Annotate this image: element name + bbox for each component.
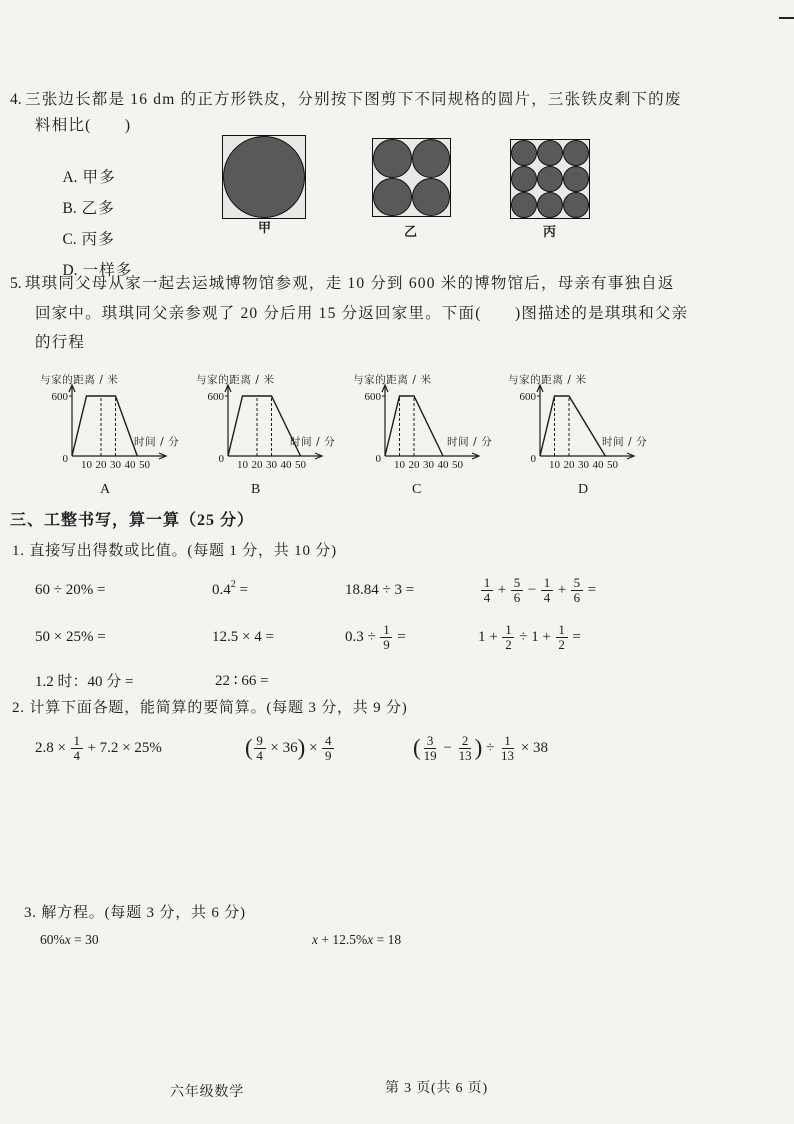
q2-title: 2. 计算下面各题，能简算的要简算。(每题 3 分，共 9 分) — [12, 700, 408, 716]
expr-text: = — [235, 581, 248, 598]
fraction-numerator: 9 — [254, 734, 266, 749]
x-tick-label: 20 — [563, 459, 575, 471]
fraction-denominator: 13 — [501, 747, 515, 763]
expr-text: 12.5 × 4 = — [212, 628, 274, 645]
figure-label-jia: 甲 — [258, 220, 272, 235]
fraction — [499, 734, 516, 763]
expr-text: − — [523, 581, 540, 598]
expr-text: = 30 — [70, 932, 99, 947]
graph-letter-d: D — [578, 482, 589, 497]
fraction-numerator: 1 — [481, 576, 493, 591]
question-stem-line-1: 三张边长都是 16 dm 的正方形铁皮，分别按下图剪下不同规格的圆片，三张铁皮剩下的废 — [25, 91, 682, 108]
expr-text: 0.4 — [212, 581, 231, 598]
y-axis-label: 与家的距离 / 米 — [353, 374, 432, 386]
x-tick-label: 10 — [549, 459, 560, 471]
fraction-numerator: 1 — [556, 623, 568, 638]
graph-b-plot — [194, 372, 349, 472]
square-sheet-bing — [510, 139, 590, 219]
graph-d — [506, 372, 661, 472]
expr-text: 0.3 ÷ — [345, 628, 380, 645]
x-axis-label: 时间 / 分 — [134, 436, 180, 448]
fraction-numerator: 2 — [459, 734, 471, 749]
fraction-numerator: 3 — [424, 734, 436, 749]
fraction-numerator: 4 — [322, 734, 334, 749]
fraction-numerator: 5 — [511, 576, 523, 591]
variable-x: x — [312, 932, 318, 947]
fraction-numerator: 1 — [502, 623, 514, 638]
circle-piece — [223, 136, 305, 218]
x-tick-label: 40 — [280, 459, 292, 471]
oral-calc-10 — [215, 663, 269, 697]
oral-calc-7 — [345, 620, 406, 654]
fraction — [457, 734, 474, 763]
parenthesis: ( — [245, 734, 253, 760]
circle-piece — [563, 192, 589, 218]
x-axis-label: 时间 / 分 — [290, 436, 336, 448]
option-key: C. — [62, 231, 77, 248]
option-key: B. — [62, 200, 77, 217]
parenthesis: ) — [297, 734, 306, 760]
graph-b — [194, 372, 349, 472]
oral-calc-9 — [35, 663, 133, 697]
circle-piece — [537, 140, 563, 166]
fraction — [511, 576, 523, 605]
question-number: 5. — [10, 275, 22, 292]
circle-piece — [563, 166, 589, 192]
x-tick-label: 20 — [408, 459, 420, 471]
q3-title: 3. 解方程。(每题 3 分，共 6 分) — [24, 905, 246, 921]
expr-text: = — [393, 628, 406, 645]
option-text: 甲多 — [82, 169, 116, 186]
footer-page-number: 第 3 页(共 6 页) — [385, 1081, 488, 1096]
circle-piece — [412, 139, 451, 178]
expr-text: 1.2 时：40 分 = — [35, 673, 134, 690]
fraction-denominator: 9 — [325, 747, 332, 763]
oral-calc-1 — [35, 573, 105, 607]
x-tick-label: 50 — [295, 459, 306, 471]
x-axis-label: 时间 / 分 — [447, 436, 493, 448]
circle-piece — [563, 140, 589, 166]
fraction-denominator: 4 — [256, 747, 263, 763]
expr-text: ÷ — [482, 739, 499, 756]
section-heading: 三、工整书写，算一算（25 分） — [10, 512, 255, 529]
question-stem-line-3: 的行程 — [35, 334, 86, 351]
expr-text: = 18 — [373, 932, 402, 947]
variable-x: x — [367, 932, 374, 947]
circle-piece — [511, 140, 537, 166]
fraction-denominator: 19 — [423, 747, 437, 763]
origin-label: 0 — [375, 453, 381, 465]
expr-text: 50 × 25% = — [35, 628, 106, 645]
x-tick-label: 40 — [124, 459, 136, 471]
question-stem-line-2: 回家中。琪琪同父亲参观了 20 分后用 15 分返回家里。下面( )图描述的是琪琪和父亲 — [35, 305, 689, 322]
y-tick-label: 600 — [519, 391, 536, 403]
parenthesis: ) — [474, 734, 483, 760]
option-key: A. — [62, 169, 78, 186]
graph-d-plot — [506, 372, 661, 472]
expr-text: ÷ 1 + — [515, 628, 555, 645]
oral-calc-5 — [35, 620, 106, 654]
x-axis-label: 时间 / 分 — [602, 436, 648, 448]
oral-calc-2 — [212, 573, 248, 607]
fraction-denominator: 6 — [513, 589, 521, 605]
graph-a — [38, 372, 193, 472]
graph-a-plot — [38, 372, 193, 472]
x-tick-label: 50 — [452, 459, 463, 471]
square-sheet-yi — [372, 138, 451, 217]
fraction-denominator: 6 — [573, 589, 581, 605]
graph-letter-b: B — [251, 482, 261, 497]
x-tick-label: 50 — [139, 459, 150, 471]
circle-piece — [511, 192, 537, 218]
expr-text: × — [305, 739, 322, 756]
fraction-denominator: 4 — [483, 589, 491, 605]
fraction-numerator: 1 — [71, 734, 83, 749]
option-text: 乙多 — [81, 200, 116, 217]
x-tick-label: 40 — [437, 459, 449, 471]
oral-calc-3 — [345, 573, 414, 607]
fraction — [254, 734, 266, 763]
origin-label: 0 — [218, 453, 224, 465]
expr-text: 60% — [40, 932, 65, 947]
expr-text: 2.8 × — [35, 739, 70, 756]
x-tick-label: 30 — [423, 459, 434, 471]
x-tick-label: 40 — [592, 459, 604, 471]
circle-piece — [537, 166, 563, 192]
fraction — [502, 623, 514, 652]
expr-text: 60 ÷ 20% = — [35, 581, 106, 598]
expr-text: = — [568, 628, 581, 645]
fraction — [380, 623, 392, 652]
fraction-denominator: 4 — [73, 747, 80, 763]
circle-piece — [511, 166, 537, 192]
fraction — [71, 734, 83, 763]
expr-text: + — [494, 581, 510, 598]
circle-piece — [373, 178, 412, 217]
exponent: 2 — [230, 579, 236, 590]
expr-text: × 38 — [517, 739, 549, 756]
fraction-denominator: 9 — [383, 636, 390, 652]
y-tick-label: 600 — [364, 391, 381, 403]
fraction-denominator: 4 — [543, 589, 551, 605]
variable-x: x — [64, 932, 71, 947]
x-tick-label: 20 — [251, 459, 263, 471]
circle-piece — [373, 139, 412, 178]
option-key: D. — [62, 262, 78, 279]
origin-label: 0 — [62, 453, 68, 465]
expr-text: − — [439, 739, 456, 756]
question-stem-line-1: 琪琪同父母从家一起去运城博物馆参观，走 10 分到 600 米的博物馆后，母亲有事独自返 — [25, 275, 675, 292]
square-sheet-jia — [222, 135, 306, 219]
oral-calc-6 — [212, 620, 274, 654]
fraction-numerator: 1 — [380, 623, 392, 638]
scan-edge-mark — [779, 17, 794, 19]
question-number: 4. — [10, 91, 22, 108]
distance-time-line — [540, 396, 605, 456]
figure-label-bing: 丙 — [543, 224, 557, 239]
q1-title: 1. 直接写出得数或比值。(每题 1 分，共 10 分) — [12, 543, 337, 559]
fraction-denominator: 2 — [505, 636, 512, 652]
fraction-denominator: 13 — [458, 747, 472, 763]
equation-1 — [40, 923, 99, 957]
footer-subject: 六年级数学 — [170, 1085, 244, 1100]
x-tick-label: 30 — [266, 459, 277, 471]
fraction-denominator: 2 — [558, 636, 565, 652]
parenthesis: ( — [413, 734, 421, 760]
figure-label-yi: 乙 — [404, 224, 418, 239]
y-tick-label: 600 — [51, 391, 68, 403]
origin-label: 0 — [530, 453, 536, 465]
oral-calc-8 — [478, 620, 581, 654]
fraction — [541, 576, 553, 605]
fraction — [481, 576, 493, 605]
circle-piece — [412, 178, 451, 217]
graph-letter-c: C — [412, 482, 422, 497]
expr-text: = — [583, 581, 597, 598]
fraction — [422, 734, 439, 763]
x-tick-label: 50 — [607, 459, 618, 471]
x-tick-label: 30 — [110, 459, 121, 471]
fraction — [571, 576, 583, 605]
expr-text: × 36 — [266, 739, 298, 756]
fraction — [556, 623, 568, 652]
x-tick-label: 10 — [81, 459, 92, 471]
graph-c-plot — [351, 372, 506, 472]
expr-text: + 7.2 × 25% — [83, 739, 162, 756]
expr-text: 22 ∶ 66 = — [215, 672, 269, 689]
question-stem-line-2: 料相比( ) — [35, 117, 132, 134]
equation-2 — [312, 923, 401, 957]
calc-problem-1 — [35, 731, 162, 765]
x-tick-label: 20 — [95, 459, 107, 471]
graph-letter-a: A — [100, 482, 111, 497]
expr-text: 18.84 ÷ 3 = — [345, 581, 415, 598]
expr-text: + 12.5% — [318, 932, 368, 947]
option-text: 丙多 — [81, 231, 116, 248]
fraction-numerator: 1 — [541, 576, 553, 591]
option-text: 一样多 — [82, 262, 133, 279]
y-tick-label: 600 — [207, 391, 224, 403]
y-axis-label: 与家的距离 / 米 — [40, 374, 119, 386]
expr-text: 1 + — [478, 628, 502, 645]
graph-c — [351, 372, 506, 472]
x-tick-label: 10 — [394, 459, 405, 471]
x-tick-label: 30 — [578, 459, 589, 471]
x-tick-label: 10 — [237, 459, 248, 471]
fraction-numerator: 1 — [502, 734, 514, 749]
fraction — [322, 734, 334, 763]
y-axis-label: 与家的距离 / 米 — [508, 374, 587, 386]
circle-piece — [537, 192, 563, 218]
calc-problem-3 — [413, 731, 548, 765]
oral-calc-4 — [480, 573, 596, 607]
distance-time-line — [72, 396, 137, 456]
calc-problem-2 — [245, 731, 335, 765]
expr-text: + — [553, 581, 570, 598]
fraction-numerator: 5 — [571, 576, 583, 591]
y-axis-label: 与家的距离 / 米 — [196, 374, 275, 386]
